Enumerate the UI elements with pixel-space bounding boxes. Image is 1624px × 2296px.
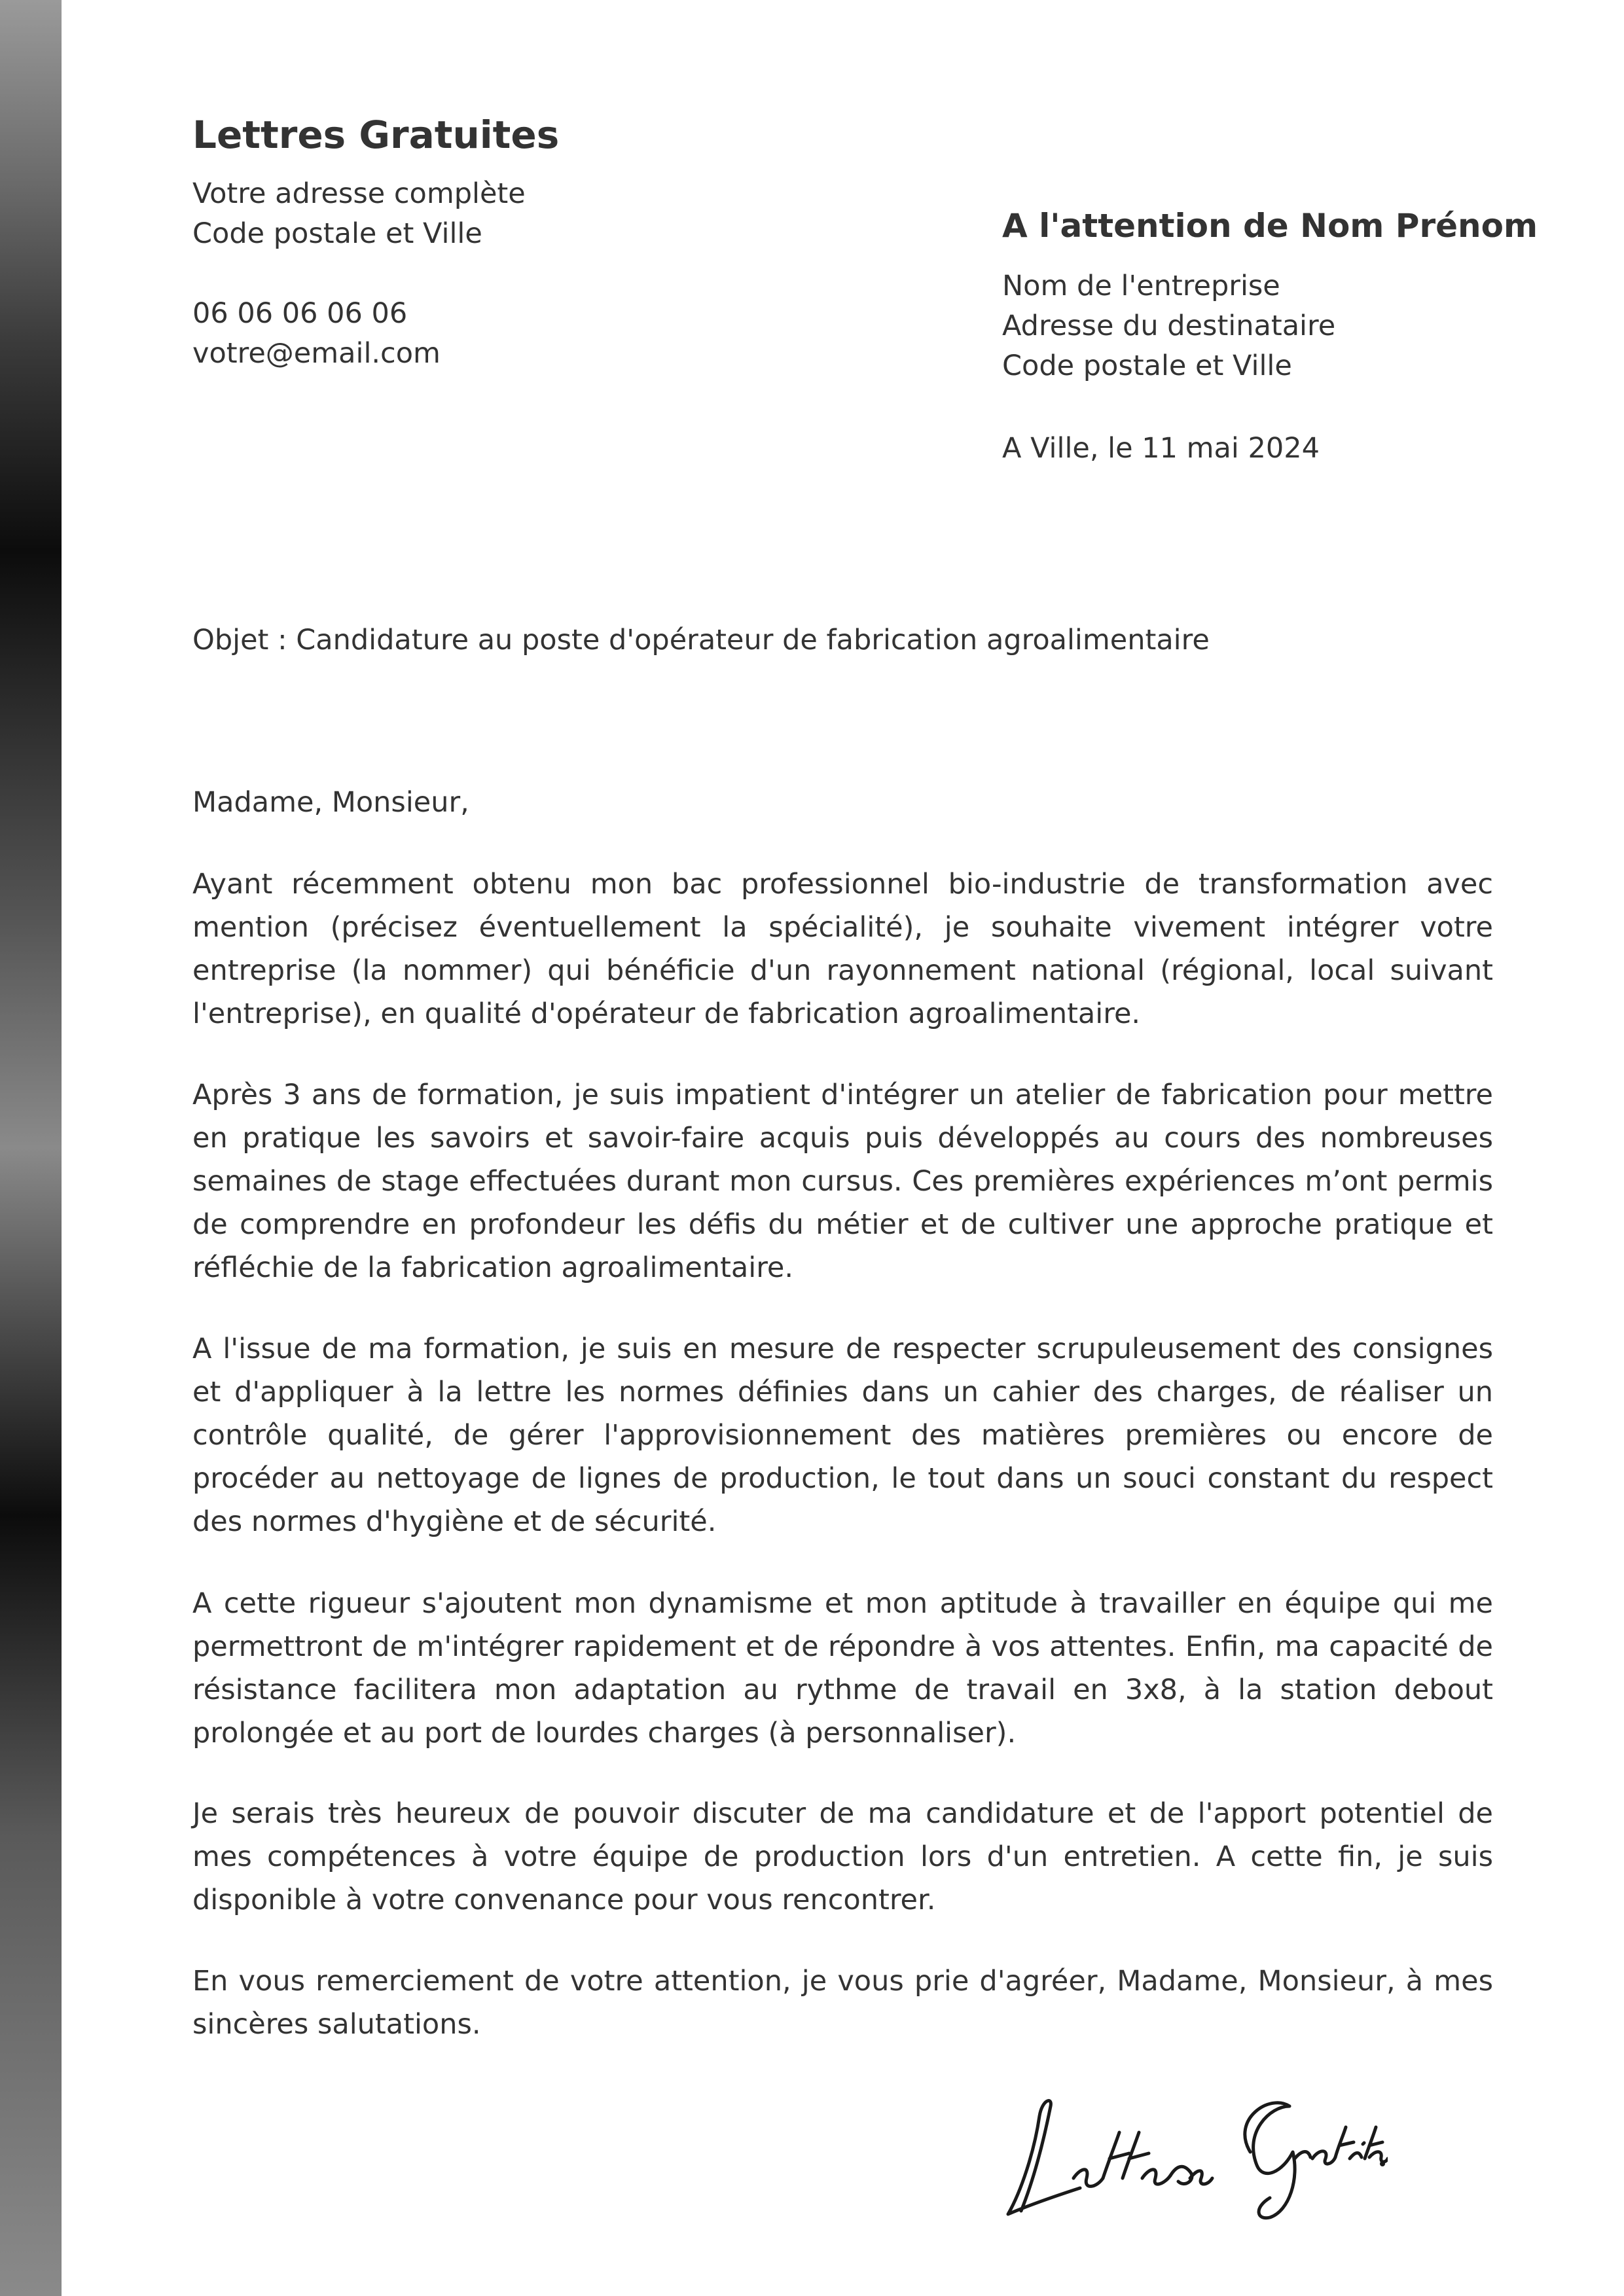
- signature-text: Lettres Gratuites.: [982, 2080, 988, 2081]
- body-paragraph: Après 3 ans de formation, je suis impatient d'intégrer un atelier de fabrication pour mettre en pratique les savoirs et savoir-faire acquis puis développés au cours des nombreuses semaines de stage effectuées durant mon cursus. Ces premières expériences m’ont permis de comprendre en profondeur les défis du métier et de cultiver une approche pratique et réfléchie de la fabrication agroalimentaire.: [192, 1079, 1493, 1284]
- handwritten-signature: [982, 2080, 1388, 2231]
- recipient-address-block: [1002, 266, 1335, 386]
- sender-contact-block: [192, 294, 441, 374]
- date-line: A Ville, le 11 mai 2024: [1002, 432, 1320, 465]
- sender-address-block: [192, 174, 526, 254]
- salutation: Madame, Monsieur,: [192, 786, 469, 819]
- recipient-city: Code postale et Ville: [1002, 350, 1292, 382]
- recipient-company: Nom de l'entreprise: [1002, 270, 1280, 302]
- body-paragraph: Ayant récemment obtenu mon bac professionnel bio-industrie de transformation avec mention (précisez éventuellement la spécialité), je souhaite vivement intégrer votre entreprise (la nommer) qui bénéficie d'un rayonnement national (régional, local suivant l'entreprise), en qualité d'opérateur de fabrication agroalimentaire.: [192, 868, 1493, 1030]
- body-paragraph: Je serais très heureux de pouvoir discuter de ma candidature et de l'apport potentiel de mes compétences à votre équipe de production lors d'un entretien. A cette fin, je suis disponible à votre convenance pour vous rencontrer.: [192, 1797, 1493, 1916]
- sender-city-line: Code postale et Ville: [192, 217, 482, 250]
- sender-address-line: Votre adresse complète: [192, 177, 526, 210]
- body-paragraph: A l'issue de ma formation, je suis en mesure de respecter scrupuleusement des consignes et d'appliquer à la lettre les normes définies dans un cahier des charges, de réaliser un contrôle qualité, de gérer l'approvisionnement des matières premières ou encore de procéder au nettoyage de lignes de production, le tout dans un souci constant du respect des normes d'hygiène et de sécurité.: [192, 1333, 1493, 1538]
- side-decoration-band: [0, 0, 62, 2296]
- recipient-address: Adresse du destinataire: [1002, 310, 1336, 342]
- subject-line: Objet : Candidature au poste d'opérateur de fabrication agroalimentaire: [192, 624, 1210, 656]
- sender-phone: 06 06 06 06 06: [192, 297, 408, 330]
- body-paragraph: A cette rigueur s'ajoutent mon dynamisme et mon aptitude à travailler en équipe qui me permettront de m'intégrer rapidement et de répondre à vos attentes. Enfin, ma capacité de résistance facilitera mon adaptation au rythme de travail en 3x8, à la station debout prolongée et au port de lourdes charges (à personnaliser).: [192, 1587, 1493, 1749]
- sender-name: Lettres Gratuites: [192, 113, 560, 157]
- sender-email: votre@email.com: [192, 337, 441, 370]
- closing-paragraph: En vous remerciement de votre attention, je vous prie d'agréer, Madame, Monsieur, à mes sincères salutations.: [192, 1965, 1493, 2041]
- recipient-attention: A l'attention de Nom Prénom: [1002, 207, 1538, 245]
